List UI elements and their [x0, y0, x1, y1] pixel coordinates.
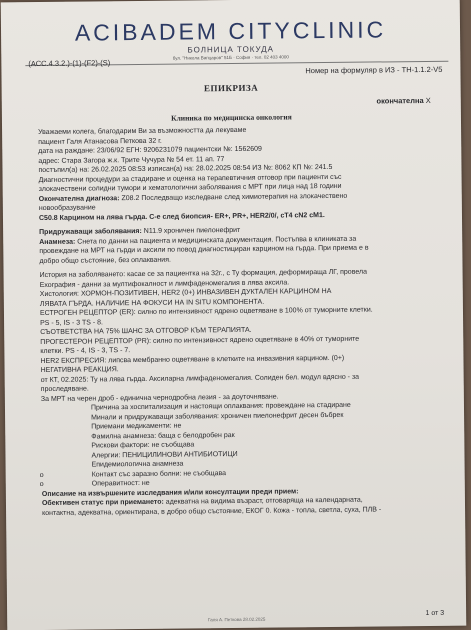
form-code: (АСС.4.3.2.)-(1)-(F2)-(S)	[28, 58, 111, 69]
birth-date-line: дата на раждане: 23/06/92 ЕГН: 9206231079 пациентски №: 1562609	[38, 145, 262, 156]
anamnesis-label: Анамнеза:	[39, 238, 76, 246]
final-diagnosis-label: Окончателна диагноза:	[38, 194, 120, 203]
therapy-chance-line: СЪОТВЕТСТВА НА 75% ШАНС ЗА ОТГОВОР КЪМ ТЕРАПИЯТА.	[40, 326, 252, 337]
progesterone-line: ПРОГЕСТЕРОН РЕЦЕПТОР (PR): силно по интензивност ядрено оцветяване в 40% от туморните	[40, 335, 360, 346]
objective-status-value: адекватна на видима възраст, отговаряща на календарната,	[165, 496, 363, 506]
footer-note: Галя А. Петкова 28.02.2025	[208, 616, 266, 623]
hospital-address: бул. "Никола Вапцаров" 51Б · София · тел. 02 403 4000	[172, 54, 289, 61]
bullet-icon: o	[39, 471, 44, 479]
objective-status-label: Обективен статус при приемането:	[41, 498, 164, 508]
ultrasound-line: Ехография - данни за мултифокалност и лимфаденомегалия в лява аксила.	[39, 278, 290, 289]
anamnesis-cont-2: добро общо състояние, без оплаквания.	[39, 256, 171, 265]
anamnesis-value: Снета по данни на пациента и медицинската документация. Постъпва в клиниката за	[77, 235, 357, 246]
risk-factors: Рискови фактори: не съобщава	[91, 441, 195, 450]
final-diagnosis-value: Z08.2 Последващо изследване след химиотерапия на злокачествено	[121, 192, 348, 202]
main-diagnosis-line: С50.8 Карцином на лява гърда. С-е след биопсия- ER+, PR+, HER2/0/, сТ4 сN2 сМ1.	[38, 211, 325, 222]
estrogen-line: ЕСТРОГЕН РЕЦЕПТОР (ER): силно по интензивност ядрено оцветяване в 100% от туморните клетки.	[39, 306, 373, 318]
her2-line: HER2 ЕКСПРЕСИЯ: липсва мембранно оцветяване в клетките на инвазивния карцином. (0+)	[40, 354, 345, 365]
admission-line: постъпил(а) на: 26.02.2025 08:53 изписан(а) на: 28.02.2025 08:54 ИЗ №: 8062 КП №: 241.5	[38, 163, 333, 175]
comorbidities-value: N11.9 хроничен пиелонефрит	[143, 226, 241, 235]
allergies: Алергии: ПЕНИЦИЛИНОВИ АНТИБИОТИЦИ	[91, 450, 238, 459]
clinic-name: Клиника по медицинска онкология	[171, 112, 292, 123]
history-line: История на заболяването: касае се за пациентка на 32г., с Ту формация, деформираща ЛГ, провела	[39, 268, 367, 280]
bullet-icon: o	[39, 480, 44, 489]
progesterone-score: клетки. PS - 4, IS - 3, TS - 7.	[40, 347, 131, 356]
hospital-name: БОЛНИЦА ТОКУДА	[187, 44, 275, 55]
comorbidities-label: Придружаващи заболявания:	[39, 227, 142, 237]
form-number: Номер на формуляр в ИЗ - ТН-1.1.2-V5	[305, 64, 443, 76]
ct-line: от КТ, 02.2025: Ту на лява гърда. Аксиларна лимфаденомегалия. Солиден бел. модул вдясно - за	[40, 373, 360, 384]
final-checkmark: X	[425, 95, 431, 105]
greeting-line: Уважаеми колега, благодарим Ви за възможността да лекуваме	[38, 126, 247, 137]
epicrisis-body	[38, 124, 454, 518]
objective-status-cont: контактна, адекватна, ориентирана, в добро общо състояние, ЕКОГ 0. Кожа - топла, светла, суха, ПЛВ -	[42, 505, 382, 517]
final-diagnosis-cont: новообразувание	[38, 204, 96, 213]
acibadem-logo: ACIBADEM CITYCLINIC	[74, 16, 387, 46]
document-title: ЕПИКРИЗА	[203, 82, 259, 94]
mri-liver-line: За МРТ на черен дроб - единична чернодробна лезия - за доуточняване.	[40, 393, 279, 403]
hospitalization-reason: Причина за хоспитализация и настоящи оплаквания: провеждане на стадиране	[90, 401, 351, 412]
epidemiology: Епидемиологична анамнеза	[91, 460, 184, 469]
her2-result: НЕГАТИВНА РЕАКЦИЯ.	[40, 366, 119, 375]
final-indicator	[376, 96, 430, 106]
ct-cont: проследяване.	[40, 385, 89, 394]
operability-text: Операвитност: не	[91, 479, 150, 488]
medications: Приемани медикаменти: не	[91, 422, 182, 431]
contact-text: Контакт със заразно болни: не съобщава	[91, 469, 227, 478]
procedure-line-1: Диагностични процедури за стадиране и оценка на терапевтичния отговор при пациенти със	[38, 173, 342, 184]
estrogen-score: PS - 5, IS - 3 TS - 8.	[40, 318, 104, 327]
family-history: Фамилна анамнеза: баща с белодробен рак	[91, 431, 235, 440]
final-label: окончателна	[376, 95, 424, 106]
address-line: адрес: Стара Загора ж.к. Трите Чучура № 54 ет. 11 ап. 77	[38, 155, 225, 165]
tests-description: Описание на извършените изследвания и/или консултации преди прием:	[41, 487, 299, 498]
anamnesis-cont-1: провеждане на МРТ на гърди и аксили по повод диагностициран карцином на гърда. При приема е в	[39, 244, 369, 256]
document-page	[1, 0, 467, 630]
patient-name-line: пациент Галя Атанасова Петкова 32 г.	[38, 137, 162, 146]
procedure-line-2: злокачествени солидни тумори и хематологични заболявания с МРТ при лица над 18 години	[38, 182, 342, 194]
page-number: 1 от 3	[425, 609, 445, 618]
past-diseases: Минали и придружаващи заболявания: хроничен пиелонефрит десен бъбрек	[91, 411, 344, 421]
histology-line: Хистология: ХОРМОН-ПОЗИТИВЕН, HER2 (0+) ИНВАЗИВЕН ДУКТАЛЕН КАРЦИНОМ НА	[39, 287, 332, 299]
histology-cont: ЛЯВАТА ГЪРДА. НАЛИЧИЕ НА ФОКУСИ НА IN SITU КОМПОНЕНТА.	[39, 298, 265, 308]
